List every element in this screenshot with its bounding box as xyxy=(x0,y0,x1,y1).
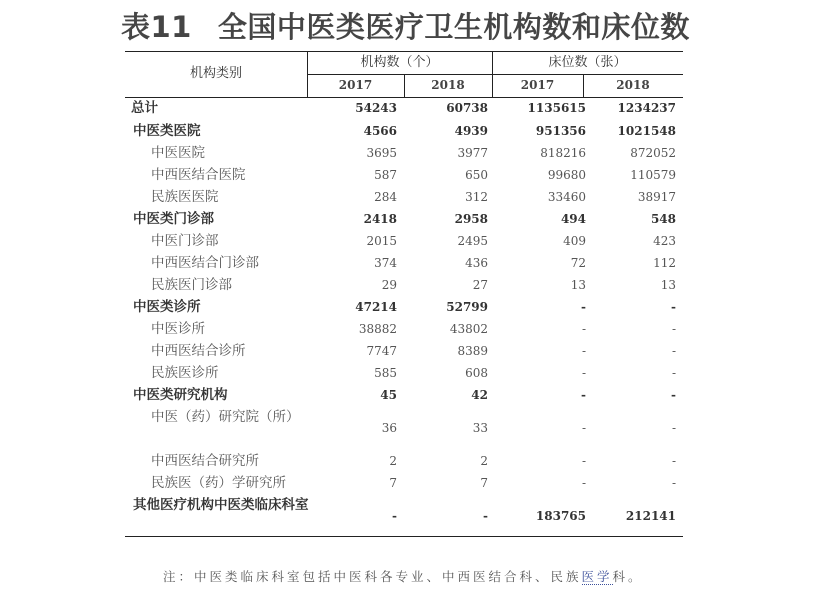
row-label: 中西医结合研究所 xyxy=(151,453,259,469)
cell: - xyxy=(671,344,676,358)
cell: - xyxy=(581,388,586,402)
cell: 548 xyxy=(650,212,676,226)
cell: 212141 xyxy=(625,509,676,523)
cell: 1135615 xyxy=(527,101,586,115)
row-label: 中医类诊所 xyxy=(133,299,201,315)
cell: 4566 xyxy=(363,124,397,138)
cell: - xyxy=(581,476,586,490)
cell: 38882 xyxy=(358,322,397,336)
cell: 650 xyxy=(465,168,488,182)
cell: - xyxy=(671,322,676,336)
cell: 54243 xyxy=(355,101,397,115)
table-row xyxy=(125,120,683,142)
header-year: 2017 xyxy=(520,78,555,92)
cell: - xyxy=(671,476,676,490)
cell: 1021548 xyxy=(617,124,676,138)
table-number: 表11 xyxy=(121,10,192,44)
row-label: 中西医结合诊所 xyxy=(151,343,246,359)
table-row xyxy=(125,318,683,340)
table-row xyxy=(125,252,683,274)
cell: - xyxy=(671,388,676,402)
cell: 3977 xyxy=(457,146,488,160)
row-label: 民族医门诊部 xyxy=(151,277,232,293)
cell: - xyxy=(392,509,397,523)
cell: 29 xyxy=(381,278,397,292)
cell: - xyxy=(581,366,586,380)
cell: - xyxy=(671,454,676,468)
cell: 1234237 xyxy=(617,101,676,115)
cell: 2495 xyxy=(457,234,488,248)
row-label: 中医（药）研究院（所） xyxy=(151,409,300,425)
header-year: 2018 xyxy=(431,78,465,92)
row-label: 民族医（药）学研究所 xyxy=(151,475,286,491)
table-row xyxy=(125,340,683,362)
cell: 494 xyxy=(560,212,586,226)
cell: 45 xyxy=(380,388,397,402)
table-footnote xyxy=(163,566,644,588)
table-row xyxy=(125,450,683,472)
table-row xyxy=(125,274,683,296)
table-row xyxy=(125,472,683,494)
cell: - xyxy=(671,300,676,314)
row-label: 中医类医院 xyxy=(133,123,201,139)
cell: 60738 xyxy=(446,101,488,115)
cell: - xyxy=(581,344,586,358)
cell: 13 xyxy=(660,278,676,292)
table-row xyxy=(125,142,683,164)
table-row xyxy=(125,406,683,450)
table-row xyxy=(125,362,683,384)
cell: 818216 xyxy=(540,146,586,160)
cell: - xyxy=(671,421,676,435)
cell: 284 xyxy=(374,190,397,204)
cell: 33460 xyxy=(547,190,586,204)
cell: 38917 xyxy=(637,190,676,204)
cell: - xyxy=(581,454,586,468)
cell: 47214 xyxy=(355,300,397,314)
cell: 112 xyxy=(653,256,676,270)
cell: 312 xyxy=(465,190,488,204)
row-label: 其他医疗机构中医类临床科室 xyxy=(133,497,309,513)
cell: 183765 xyxy=(535,509,586,523)
header-year: 2017 xyxy=(338,78,373,92)
row-label: 中医类门诊部 xyxy=(133,211,214,227)
cell: 52799 xyxy=(446,300,488,314)
cell: 27 xyxy=(472,278,488,292)
table-row xyxy=(125,384,683,406)
cell: 585 xyxy=(374,366,397,380)
cell: 13 xyxy=(570,278,586,292)
footnote-text-end: 科。 xyxy=(612,569,644,584)
cell: - xyxy=(671,366,676,380)
cell: 409 xyxy=(563,234,586,248)
row-label: 中西医结合门诊部 xyxy=(151,255,259,271)
cell: 36 xyxy=(381,421,397,435)
table-row xyxy=(125,164,683,186)
table-row xyxy=(125,208,683,230)
cell: 33 xyxy=(472,421,488,435)
cell: 951356 xyxy=(535,124,586,138)
cell: 7 xyxy=(389,476,397,490)
cell: 72 xyxy=(570,256,586,270)
table-row xyxy=(125,494,683,538)
cell: 608 xyxy=(465,366,488,380)
cell: 2 xyxy=(480,454,488,468)
cell: 872052 xyxy=(630,146,676,160)
cell: - xyxy=(581,322,586,336)
row-label: 中西医结合医院 xyxy=(151,167,246,183)
header-category: 机构类别 xyxy=(189,66,242,81)
cell: 2 xyxy=(389,454,397,468)
row-label: 中医医院 xyxy=(151,145,205,161)
row-label: 中医诊所 xyxy=(151,321,205,337)
table-row xyxy=(125,230,683,252)
row-label: 民族医医院 xyxy=(151,189,219,205)
cell: 423 xyxy=(653,234,676,248)
cell: - xyxy=(581,421,586,435)
table-title-text: 全国中医类医疗卫生机构数和床位数 xyxy=(217,10,690,44)
cell: 2015 xyxy=(366,234,397,248)
header-beds: 床位数（张） xyxy=(548,55,627,70)
cell: - xyxy=(483,509,488,523)
row-label: 总计 xyxy=(131,100,158,116)
header-year: 2018 xyxy=(616,78,650,92)
cell: 7747 xyxy=(366,344,397,358)
cell: 110579 xyxy=(630,168,676,182)
cell: 7 xyxy=(480,476,488,490)
table-row xyxy=(125,97,683,119)
cell: 436 xyxy=(465,256,488,270)
cell: 4939 xyxy=(454,124,488,138)
cell: 587 xyxy=(374,168,397,182)
cell: 2418 xyxy=(363,212,397,226)
cell: 8389 xyxy=(457,344,488,358)
row-label: 民族医诊所 xyxy=(151,365,219,381)
row-label: 中医类研究机构 xyxy=(133,387,228,403)
cell: 43802 xyxy=(449,322,488,336)
footnote-text: 注：中医类临床科室包括中医科各专业、中西医结合科、民族 xyxy=(163,569,582,584)
table-row xyxy=(125,186,683,208)
row-label: 中医门诊部 xyxy=(151,233,219,249)
table-row xyxy=(125,296,683,318)
cell: 42 xyxy=(471,388,488,402)
cell: 374 xyxy=(374,256,397,270)
table-title xyxy=(121,8,690,46)
cell: 99680 xyxy=(547,168,586,182)
cell: - xyxy=(581,300,586,314)
footnote-link[interactable]: 医学 xyxy=(581,569,613,584)
cell: 2958 xyxy=(454,212,488,226)
header-institutions: 机构数（个） xyxy=(360,55,439,70)
cell: 3695 xyxy=(366,146,397,160)
